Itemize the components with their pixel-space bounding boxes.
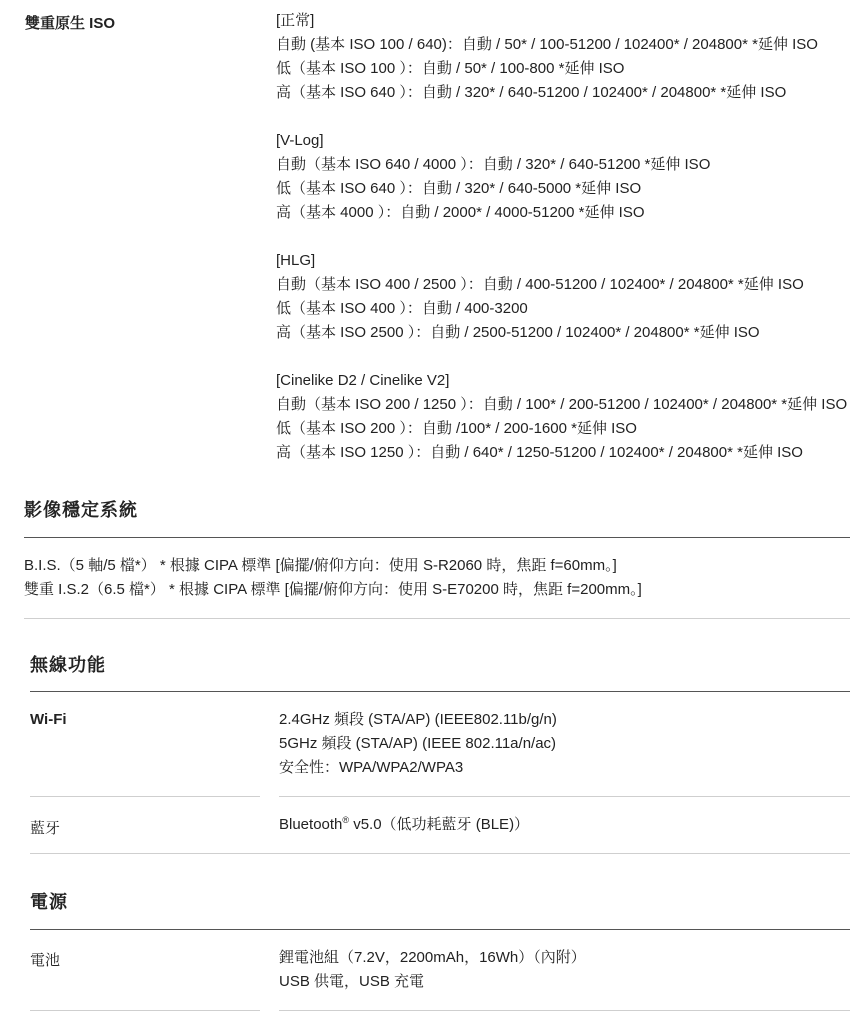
iso-line: 自動（基本 ISO 400 / 2500 ）：自動 / 400-51200 / 102400* / 204800* *延伸 ISO — [276, 276, 804, 293]
wireless-divider — [30, 691, 850, 692]
iso-line: 自動（基本 ISO 640 / 4000 ）：自動 / 320* / 640-51200 *延伸 ISO — [276, 156, 711, 173]
wifi-line: 安全性：WPA/WPA2/WPA3 — [279, 759, 464, 776]
blank-line — [276, 105, 847, 129]
bluetooth-value — [279, 813, 529, 837]
battery-divider-left — [30, 1010, 260, 1011]
iso-line: [Cinelike D2 / Cinelike V2] — [276, 372, 450, 389]
wifi-line: 5GHz 頻段 (STA/AP) (IEEE 802.11a/n/ac) — [279, 735, 557, 752]
battery-values — [279, 946, 586, 994]
iso-line: 低（基本 ISO 200 ）：自動 /100* / 200-1600 *延伸 ISO — [276, 420, 637, 437]
wifi-line: 2.4GHz 頻段 (STA/AP) (IEEE802.11b/g/n) — [279, 711, 557, 728]
stabilization-line: B.I.S.（5 軸/5 檔*） * 根據 CIPA 標準 [偏擺/俯仰方向：使用 S-R2060 時，焦距 f=60mm。] — [24, 557, 617, 574]
iso-line: 低（基本 ISO 100 ）：自動 / 50* / 100-800 *延伸 ISO — [276, 60, 625, 77]
wifi-divider-right — [279, 796, 850, 797]
wifi-divider-left — [30, 796, 260, 797]
iso-line: [正常] — [276, 12, 315, 29]
registered-mark: ® — [342, 815, 350, 825]
iso-line: 高（基本 4000 ）：自動 / 2000* / 4000-51200 *延伸 ISO — [276, 204, 645, 221]
stabilization-title: 影像穩定系統 — [24, 500, 138, 520]
iso-line: 高（基本 ISO 640 ）：自動 / 320* / 640-51200 / 102400* / 204800* *延伸 ISO — [276, 84, 787, 101]
iso-values — [276, 9, 847, 465]
wifi-values — [279, 708, 557, 780]
iso-line: [HLG] — [276, 252, 316, 269]
bluetooth-prefix: Bluetooth — [279, 816, 343, 833]
stabilization-bottom-divider — [24, 618, 850, 619]
wireless-title: 無線功能 — [30, 655, 106, 675]
blank-line — [276, 345, 847, 369]
battery-line: 鋰電池組（7.2V，2200mAh，16Wh）（內附） — [279, 949, 586, 966]
iso-label: 雙重原生 ISO — [25, 15, 116, 32]
battery-line: USB 供電，USB 充電 — [279, 973, 425, 990]
battery-divider-right — [279, 1010, 850, 1011]
blank-line — [276, 225, 847, 249]
power-title: 電源 — [30, 892, 68, 912]
iso-line: 高（基本 ISO 2500 ）：自動 / 2500-51200 / 102400* / 204800* *延伸 ISO — [276, 324, 760, 341]
stabilization-divider — [24, 537, 850, 538]
bluetooth-suffix: v5.0（低功耗藍牙 (BLE)） — [349, 816, 530, 833]
bluetooth-label: 藍牙 — [30, 820, 61, 837]
battery-label: 電池 — [30, 952, 61, 969]
iso-line: 自動 (基本 ISO 100 / 640)：自動 / 50* / 100-51200 / 102400* / 204800* *延伸 ISO — [276, 36, 818, 53]
iso-line: [V-Log] — [276, 132, 324, 149]
stabilization-values — [24, 554, 642, 602]
iso-line: 低（基本 ISO 640 ）：自動 / 320* / 640-5000 *延伸 ISO — [276, 180, 642, 197]
bluetooth-divider — [30, 853, 850, 854]
iso-line: 低（基本 ISO 400 ）：自動 / 400-3200 — [276, 300, 528, 317]
wifi-label: Wi-Fi — [30, 711, 67, 728]
iso-line: 自動（基本 ISO 200 / 1250 ）：自動 / 100* / 200-51200 / 102400* / 204800* *延伸 ISO — [276, 396, 848, 413]
iso-line: 高（基本 ISO 1250 ）：自動 / 640* / 1250-51200 / 102400* / 204800* *延伸 ISO — [276, 444, 803, 461]
power-divider — [30, 929, 850, 930]
stabilization-line: 雙重 I.S.2（6.5 檔*） * 根據 CIPA 標準 [偏擺/俯仰方向：使用 S-E70200 時，焦距 f=200mm。] — [24, 581, 642, 598]
